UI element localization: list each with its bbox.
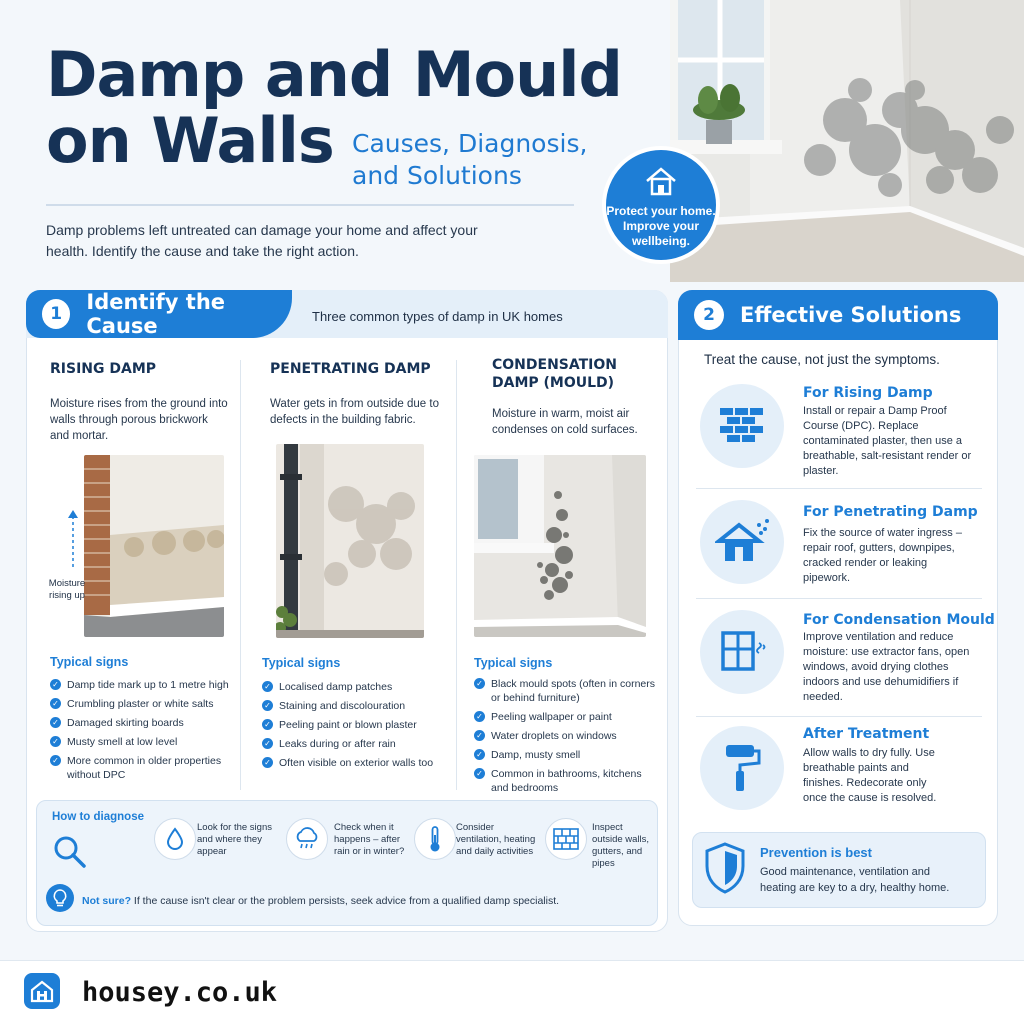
- diagnose-step: Look for the signs and where they appear: [197, 822, 272, 857]
- solution-text: Improve ventilation and reduce moisture: use extractor fans, open windows, avoid drying clothes indoors and use dehumidifiers if needed.: [803, 631, 970, 703]
- column-title: RISING DAMP: [50, 361, 157, 377]
- list-item: ✓ Localised damp patches: [262, 680, 447, 694]
- list-item: ✓ Crumbling plaster or white salts: [50, 697, 235, 711]
- rising-damp-column: [50, 356, 230, 444]
- column-description: Water gets in from outside due to defects in the building fabric.: [270, 398, 439, 426]
- list-item: ✓ Often visible on exterior walls too: [262, 756, 447, 770]
- lightbulb-icon: [46, 884, 74, 912]
- list-item: ✓ Water droplets on windows: [474, 729, 658, 743]
- rain-cloud-icon: [286, 818, 328, 860]
- moisture-rising-label: Moisture rising up: [48, 578, 86, 601]
- column-description: Moisture in warm, moist air condenses on cold surfaces.: [492, 408, 638, 436]
- divider: [696, 716, 982, 717]
- solution-title: For Rising Damp: [803, 385, 933, 401]
- shield-icon: [704, 842, 746, 894]
- column-description: Moisture rises from the ground into walls through porous brickwork and mortar.: [50, 398, 228, 442]
- penetrating-damp-column: [270, 356, 450, 428]
- brick-wall-icon: [545, 818, 587, 860]
- column-title: CONDENSATION DAMP (MOULD): [492, 357, 618, 391]
- list-item: ✓ Damaged skirting boards: [50, 716, 235, 730]
- section-number: 2: [694, 300, 724, 330]
- list-item: ✓ Damp, musty smell: [474, 748, 658, 762]
- condensation-mould-illustration: [474, 455, 646, 637]
- rising-signs-list: [50, 678, 235, 787]
- rising-damp-illustration: [84, 455, 224, 637]
- intro-text: Damp problems left untreated can damage your home and affect your health. Identify the cause and take the right action.: [46, 222, 478, 259]
- solution-text: Allow walls to dry fully. Use breathable paints and finishes. Redecorate only once the cause is resolved.: [803, 747, 937, 804]
- diagnose-heading: How to diagnose: [52, 811, 144, 823]
- signs-heading: Typical signs: [474, 656, 553, 670]
- magnifier-icon: [52, 834, 88, 870]
- water-drop-icon: [154, 818, 196, 860]
- solution-text: Install or repair a Damp Proof Course (DPC). Replace contaminated plaster, then use a breathable, salt-resistant render or plaster.: [803, 405, 972, 477]
- list-item: ✓ Musty smell at low level: [50, 735, 235, 749]
- list-item: ✓ Common in bathrooms, kitchens and bedrooms: [474, 767, 658, 795]
- paint-roller-icon: [700, 726, 784, 810]
- window-vent-icon: [700, 610, 784, 694]
- brick-wall-icon: [700, 384, 784, 468]
- identify-cause-heading: [26, 290, 292, 338]
- section-title: Effective Solutions: [740, 303, 962, 327]
- damp-room-photo: [670, 0, 1024, 282]
- housey-logo-icon[interactable]: [24, 973, 60, 1009]
- signs-heading: Typical signs: [50, 655, 129, 669]
- condensation-damp-column: [492, 356, 662, 438]
- diagnose-step: Inspect outside walls, gutters, and pipes: [592, 822, 650, 869]
- column-divider: [240, 360, 241, 790]
- divider: [696, 488, 982, 489]
- thermometer-icon: [414, 818, 456, 860]
- footer-site-link[interactable]: housey.co.uk: [82, 977, 278, 1008]
- condensation-signs-list: [474, 677, 658, 800]
- prevention-text: Good maintenance, ventilation and heating are key to a dry, healthy home.: [760, 866, 950, 894]
- solution-title: After Treatment: [803, 726, 930, 742]
- tip-text: [82, 895, 559, 907]
- arrow-up-icon: [66, 510, 80, 570]
- section-subtitle: Treat the cause, not just the symptoms.: [704, 352, 940, 367]
- section-title: Identify the Cause: [86, 290, 226, 338]
- list-item: ✓ Leaks during or after rain: [262, 737, 447, 751]
- list-item: ✓ Damp tide mark up to 1 metre high: [50, 678, 235, 692]
- page-subtitle: Causes, Diagnosis, and Solutions: [352, 129, 588, 190]
- solution-title: For Penetrating Damp: [803, 504, 978, 520]
- tip-label: Not sure?: [82, 895, 132, 907]
- page-title: Damp and Mould on Walls: [46, 38, 622, 177]
- column-divider: [456, 360, 457, 790]
- list-item: ✓ Black mould spots (often in corners or behind furniture): [474, 677, 658, 705]
- signs-heading: Typical signs: [262, 656, 341, 670]
- penetrating-signs-list: [262, 680, 447, 775]
- solution-title: For Condensation Mould: [803, 612, 995, 628]
- house-icon: [644, 166, 678, 196]
- header-divider: [46, 204, 574, 206]
- solutions-heading: [678, 290, 998, 340]
- house-rain-icon: [700, 500, 784, 584]
- badge-text: Protect your home. Improve your wellbeing.: [606, 204, 716, 248]
- list-item: ✓ Staining and discolouration: [262, 699, 447, 713]
- column-title: PENETRATING DAMP: [270, 361, 431, 377]
- section-number: 1: [42, 299, 70, 329]
- penetrating-damp-illustration: [276, 444, 424, 638]
- diagnose-step: Check when it happens – after rain or in winter?: [334, 822, 405, 857]
- list-item: ✓ Peeling paint or blown plaster: [262, 718, 447, 732]
- divider: [696, 598, 982, 599]
- tip-body: If the cause isn't clear or the problem persists, seek advice from a qualified damp specialist.: [131, 895, 560, 907]
- protect-badge: [602, 146, 720, 264]
- prevention-title: Prevention is best: [760, 845, 872, 860]
- list-item: ✓ Peeling wallpaper or paint: [474, 710, 658, 724]
- diagnose-step: Consider ventilation, heating and daily activities: [456, 822, 536, 857]
- section-subtitle: Three common types of damp in UK homes: [312, 309, 563, 324]
- solution-text: Fix the source of water ingress – repair roof, gutters, downpipes, cracked render or leaking pipework.: [803, 527, 962, 584]
- list-item: ✓ More common in older properties without DPC: [50, 754, 235, 782]
